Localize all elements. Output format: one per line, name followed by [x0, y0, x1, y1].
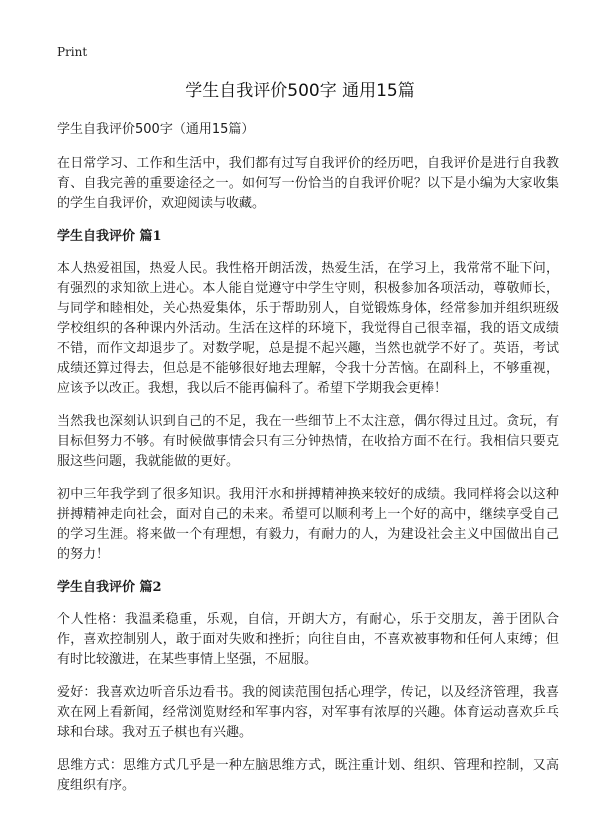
section-paragraph: 爱好：我喜欢边听音乐边看书。我的阅读范围包括心理学，传记，以及经济管理，我喜欢在网上看新闻，经常浏览财经和军事内容，对军事有浓厚的兴趣。体育运动喜欢乒乓球和台球。我对五子棋也有兴趣。	[57, 685, 559, 740]
section-paragraph: 初中三年我学到了很多知识。我用汗水和拼搏精神换来较好的成绩。我同样将会以这种拼搏精神走向社会，面对自己的未来。希望可以顺利考上一个好的高中，继续享受自己的学习生涯。将来做一个有理想，有毅力，有耐力的人，为建设社会主义中国做出自己的努力！	[57, 487, 559, 562]
section-paragraph: 思维方式：思维方式几乎是一种左脑思维方式，既注重计划、组织、管理和控制，又高度组织有序。	[57, 758, 559, 793]
section-heading: 学生自我评价 篇2	[57, 580, 162, 595]
section-2	[57, 578, 559, 796]
section-heading: 学生自我评价 篇1	[57, 229, 162, 244]
document-subtitle: 学生自我评价500字（通用15篇）	[57, 122, 255, 137]
print-label: Print	[57, 45, 88, 59]
document-body	[57, 120, 559, 809]
document-title: 学生自我评价500字 通用15篇	[185, 81, 415, 101]
section-paragraph: 个人性格：我温柔稳重，乐观，自信，开朗大方，有耐心，乐于交朋友，善于团队合作，喜欢控制别人，敢于面对失败和挫折；向往自由，不喜欢被事物和任何人束缚；但有时比较激进，在某些事情上坚强，不屈服。	[57, 612, 559, 667]
section-1	[57, 227, 559, 565]
section-paragraph: 本人热爱祖国，热爱人民。我性格开朗活泼，热爱生活，在学习上，我常常不耻下问，有强烈的求知欲上进心。本人能自觉遵守中学生守则，积极参加各项活动，尊敬师长，与同学和睦相处，关心热爱集体，乐于帮助别人，自觉锻炼身体，经常参加并组织班级学校组织的各种课内外活动。生活在这样的环境下，我觉得自己很幸福，我的语文成绩不错，而作文却退步了。对数学呢，总是提不起兴趣，当然也就学不好了。英语，考试成绩还算过得去，但总是不能够很好地去理解，令我十分苦恼。在副科上，不够重视，应该予以改正。我想，我以后不能再偏科了。希望下学期我会更棒！	[57, 261, 559, 396]
section-paragraph: 当然我也深刻认识到自己的不足，我在一些细节上不太注意，偶尔得过且过。贪玩，有目标但努力不够。有时候做事情会只有三分钟热情，在收拾方面不在行。我相信只要克服这些问题，我就能做的更好。	[57, 414, 559, 469]
intro-paragraph: 在日常学习、工作和生活中，我们都有过写自我评价的经历吧，自我评价是进行自我教育、自我完善的重要途径之一。如何写一份恰当的自我评价呢？以下是小编为大家收集的学生自我评价，欢迎阅读与收藏。	[57, 156, 559, 211]
